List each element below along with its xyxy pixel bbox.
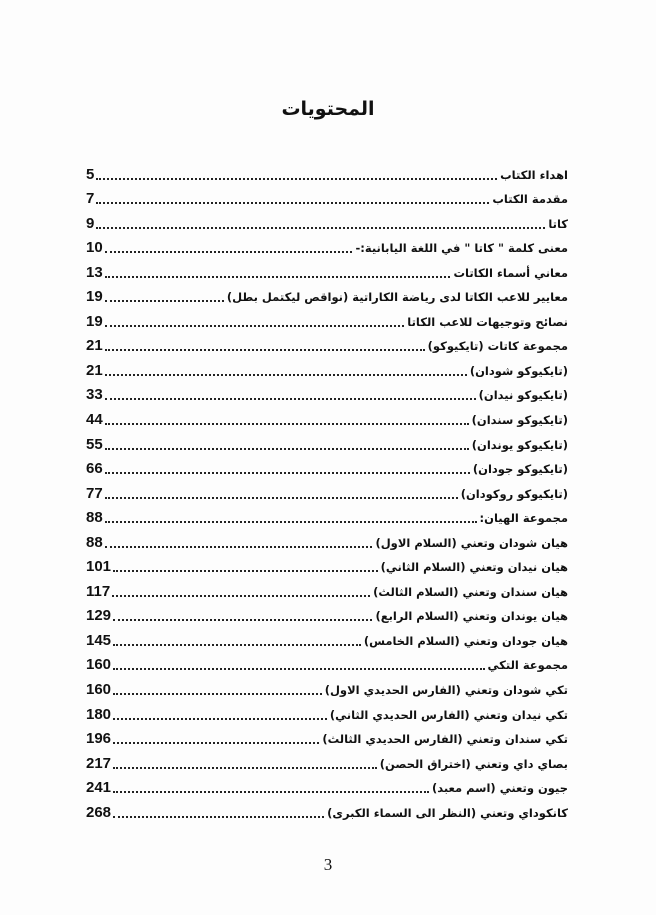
toc-page-number: 5 — [86, 165, 95, 183]
dot-leader — [113, 718, 327, 720]
dot-leader — [113, 791, 429, 793]
dot-leader — [105, 251, 353, 253]
toc-entry-label: (تايكيوكو سندان) — [471, 413, 568, 428]
toc-entry[interactable] — [86, 381, 568, 406]
toc-entry-label: (تايكيوكو روكودان) — [460, 486, 568, 501]
dot-leader — [105, 448, 469, 450]
toc-page-number: 217 — [86, 754, 112, 772]
toc-entry-label: هيان نيدان وتعني (السلام الثاني) — [380, 560, 568, 575]
toc-entry[interactable] — [86, 160, 568, 185]
dot-leader — [105, 472, 470, 474]
page-number: 3 — [323, 855, 333, 874]
toc-entry[interactable] — [86, 504, 568, 529]
toc-page-number: 13 — [86, 263, 103, 281]
dot-leader — [113, 570, 378, 572]
toc-page-number: 160 — [86, 656, 112, 674]
dot-leader — [105, 349, 425, 351]
toc-entry[interactable] — [86, 725, 568, 750]
dot-leader — [105, 374, 467, 376]
toc-entry[interactable] — [86, 626, 568, 651]
toc-entry-label: تكي نيدان وتعني (الفارس الحديدي الثاني) — [329, 707, 568, 722]
toc-entry[interactable] — [86, 307, 568, 332]
toc-entry-label: هيان شودان وتعني (السلام الاول) — [375, 535, 568, 550]
toc-entry[interactable] — [86, 234, 568, 259]
toc-entry-label: هيان يوندان وتعني (السلام الرابع) — [375, 609, 568, 624]
toc-page-number: 160 — [86, 681, 112, 699]
toc-entry-label: معاني أسماء الكاتات — [453, 265, 568, 280]
toc-entry-label: مجموعة كاتات (تايكيوكو) — [427, 339, 568, 354]
toc-entry-label: كاتا — [548, 216, 568, 231]
toc-entry[interactable] — [86, 405, 568, 430]
toc-entry[interactable] — [86, 798, 568, 823]
dot-leader — [96, 178, 497, 180]
toc-page-number: 196 — [86, 730, 112, 748]
toc-page-number: 180 — [86, 705, 112, 723]
toc-page-number: 268 — [86, 803, 112, 821]
dot-leader — [113, 767, 377, 769]
toc-entry[interactable] — [86, 577, 568, 602]
dot-leader — [112, 595, 370, 597]
toc-entry-label: مجموعة التكي — [487, 658, 568, 673]
dot-leader — [105, 521, 477, 523]
dot-leader — [105, 325, 405, 327]
toc-entry-label: هيان جودان وتعني (السلام الخامس) — [363, 633, 568, 648]
toc-page-number: 10 — [86, 239, 103, 257]
toc-page-number: 88 — [86, 533, 103, 551]
table-of-contents — [86, 160, 568, 823]
toc-page-number: 7 — [86, 190, 95, 208]
toc-entry[interactable] — [86, 209, 568, 234]
toc-entry-label: (تايكيوكو شودان) — [469, 363, 568, 378]
toc-entry-label: هيان سندان وتعني (السلام الثالث) — [373, 584, 568, 599]
dot-leader — [113, 816, 324, 818]
toc-page-number: 21 — [86, 337, 103, 355]
toc-entry[interactable] — [86, 258, 568, 283]
toc-page-number: 129 — [86, 607, 112, 625]
toc-entry-label: (تايكيوكو جودان) — [472, 462, 568, 477]
toc-entry-label: معايير للاعب الكاتا لدى رياضة الكاراتية (نواقص ليكتمل بطل) — [226, 290, 568, 305]
toc-entry[interactable] — [86, 675, 568, 700]
toc-entry-label: جيون وتعني (اسم معبد) — [431, 781, 568, 796]
toc-entry-label: كانكوداي وتعني (النظر الى السماء الكبرى) — [327, 805, 568, 820]
toc-entry[interactable] — [86, 553, 568, 578]
toc-page-number: 9 — [86, 214, 95, 232]
toc-entry[interactable] — [86, 602, 568, 627]
dot-leader — [113, 644, 361, 646]
toc-entry[interactable] — [86, 479, 568, 504]
toc-page-number: 145 — [86, 631, 112, 649]
toc-entry-label: (تايكيوكو نيدان) — [478, 388, 568, 403]
toc-entry[interactable] — [86, 185, 568, 210]
toc-entry-label: معنى كلمة " كاتا " في اللغة اليابانية:- — [355, 241, 568, 256]
toc-page-number: 21 — [86, 361, 103, 379]
toc-entry[interactable] — [86, 356, 568, 381]
dot-leader — [113, 619, 372, 621]
toc-page-number: 33 — [86, 386, 103, 404]
toc-entry[interactable] — [86, 430, 568, 455]
dot-leader — [105, 423, 469, 425]
dot-leader — [105, 546, 373, 548]
toc-page-number: 101 — [86, 558, 112, 576]
dot-leader — [105, 497, 458, 499]
toc-entry-label: مقدمة الكتاب — [492, 192, 568, 207]
toc-page-number: 55 — [86, 435, 103, 453]
toc-entry-label: بصاي داي وتعني (اختراق الحصن) — [379, 756, 568, 771]
dot-leader — [96, 227, 545, 229]
toc-entry-label: تكي شودان وتعني (الفارس الحديدي الاول) — [324, 683, 568, 698]
toc-page-number: 66 — [86, 460, 103, 478]
dot-leader — [105, 276, 451, 278]
dot-leader — [105, 300, 224, 302]
toc-entry[interactable] — [86, 283, 568, 308]
toc-entry-label: تكي سندان وتعني (الفارس الحديدي الثالث) — [322, 732, 568, 747]
dot-leader — [113, 668, 485, 670]
toc-entry[interactable] — [86, 528, 568, 553]
page-title: المحتويات — [281, 98, 375, 120]
dot-leader — [105, 398, 476, 400]
toc-entry-label: مجموعة الهيان: — [479, 511, 568, 526]
toc-page-number: 19 — [86, 288, 103, 306]
toc-entry[interactable] — [86, 651, 568, 676]
dot-leader — [113, 742, 319, 744]
toc-page-number: 117 — [86, 582, 111, 600]
dot-leader — [113, 693, 322, 695]
toc-entry-label: اهداء الكتاب — [500, 167, 568, 182]
toc-entry-label: (تايكيوكو يوندان) — [471, 437, 568, 452]
toc-entry[interactable] — [86, 332, 568, 357]
toc-page-number: 19 — [86, 312, 103, 330]
toc-entry[interactable] — [86, 700, 568, 725]
toc-entry[interactable] — [86, 749, 568, 774]
toc-page-number: 241 — [86, 779, 112, 797]
toc-entry[interactable] — [86, 455, 568, 480]
dot-leader — [96, 202, 489, 204]
toc-page-number: 77 — [86, 484, 103, 502]
toc-entry[interactable] — [86, 774, 568, 799]
toc-entry-label: نصائح وتوجيهات للاعب الكاتا — [407, 314, 568, 329]
toc-page-number: 88 — [86, 509, 103, 527]
toc-page-number: 44 — [86, 411, 103, 429]
